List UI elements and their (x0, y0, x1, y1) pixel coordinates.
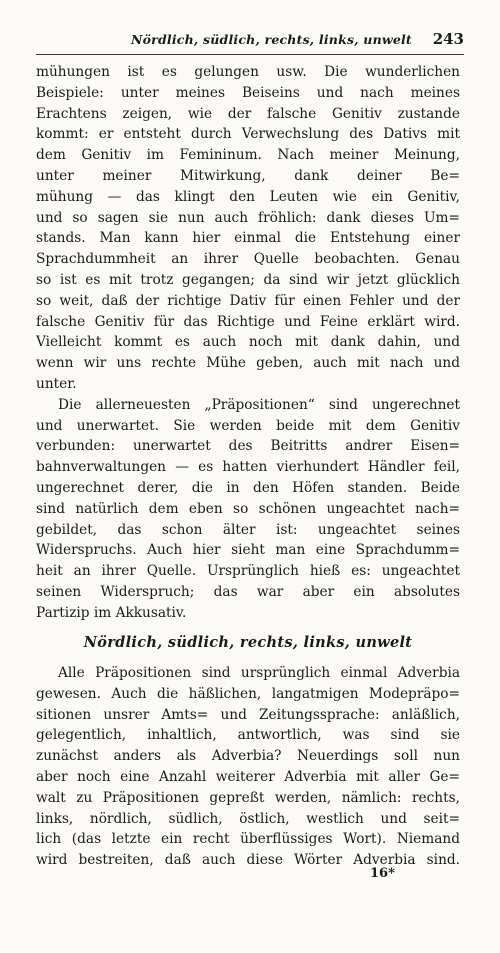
paragraph-2 (36, 395, 460, 624)
text-line: Vielleicht kommt es auch noch mit dank dahin, und (36, 334, 460, 351)
signature-mark: 16* (370, 866, 395, 881)
paragraph-1 (36, 62, 460, 395)
text-line: seinen Widerspruch; das war aber ein absolutes (36, 583, 460, 600)
text-line: Alle Präpositionen sind ursprünglich einmal Adverbia (58, 665, 460, 681)
text-line: zunächst anders als Adverbia? Neuerdings soll nun (36, 748, 460, 765)
text-line: sind natürlich dem eben so schönen ungeachtet nach= (36, 500, 460, 517)
text-line: verbunden: unerwartet des Beitritts andrer Eisen= (36, 438, 460, 455)
text-line: Widerspruchs. Auch hier sieht man eine Sprachdumm= (36, 542, 460, 559)
text-line: so weit, daß der richtige Dativ für einen Fehler und der (36, 292, 460, 309)
page-header (36, 30, 464, 55)
text-line: dem Genitiv im Femininum. Nach meiner Meinung, (36, 147, 460, 164)
text-line: Erachtens zeigen, wie der falsche Genitiv zustande (36, 105, 460, 122)
text-line: links, nördlich, südlich, östlich, westlich und seit= (36, 810, 460, 827)
text-line: lich (das letzte ein recht überflüssiges Wort). Niemand (36, 831, 460, 848)
text-line: und so sagen sie nun auch fröhlich: dank dieses Um= (36, 209, 460, 226)
text-line: bahnverwaltungen — es hatten vierhundert Händler feil, (36, 459, 460, 476)
body-text-upper (36, 62, 460, 624)
text-line: wenn wir uns rechte Mühe geben, auch mit nach und (36, 355, 460, 372)
text-line: Beispiele: unter meines Beiseins und nach meines (36, 84, 460, 101)
text-line: mühung — das klingt den Leuten wie ein Genitiv, (36, 188, 460, 205)
text-line: gelegentlich, inhaltlich, antwortlich, was sind sie (36, 727, 460, 744)
text-line: stands. Man kann hier einmal die Entstehung einer (36, 230, 460, 247)
text-line: gebildet, das schon älter ist: ungeachtet seines (36, 521, 460, 538)
text-line: walt zu Präpositionen gepreßt werden, nämlich: rechts, (36, 789, 460, 806)
section-heading: Nördlich, südlich, rechts, links, unwelt (83, 634, 413, 651)
running-head: Nördlich, südlich, rechts, links, unwelt (131, 32, 412, 47)
text-line: Partizip im Akkusativ. (36, 604, 187, 621)
text-line: so ist es mit trotz gegangen; da sind wir jetzt glücklich (36, 271, 460, 288)
text-line: und unerwartet. Sie werden beide mit dem Genitiv (36, 417, 460, 434)
text-line: heit an ihrer Quelle. Ursprünglich hieß es: ungeachtet (36, 563, 460, 580)
text-line: unter meiner Mitwirkung, dank deiner Be= (36, 167, 460, 184)
text-line: wird bestreiten, daß auch diese Wörter Adverbia sind. (36, 852, 460, 869)
text-line: Die allerneuesten „Präpositionen“ sind ungerechnet (58, 396, 460, 413)
text-line: aber noch eine Anzahl weiterer Adverbia mit aller Ge= (36, 768, 460, 785)
text-line: mühungen ist es gelungen usw. Die wunderlichen (36, 64, 460, 80)
text-line: sitionen unsrer Amts= und Zeitungssprache: anläßlich, (36, 706, 460, 723)
text-line: unter. (36, 375, 77, 392)
body-text-lower (36, 663, 460, 871)
text-line: falsche Genitiv für das Richtige und Feine erklärt wird. (36, 313, 460, 330)
text-line: gewesen. Auch die häßlichen, langatmigen Modepräpo= (36, 685, 460, 702)
paragraph-3 (36, 663, 460, 871)
text-line: ungerechnet derer, die in den Höfen standen. Beide (36, 479, 460, 496)
text-line: Sprachdummheit an ihrer Quelle beobachten. Genau (36, 251, 460, 268)
page-number: 243 (432, 30, 464, 48)
text-line: kommt: er entsteht durch Verwechslung des Dativs mit (36, 126, 460, 143)
